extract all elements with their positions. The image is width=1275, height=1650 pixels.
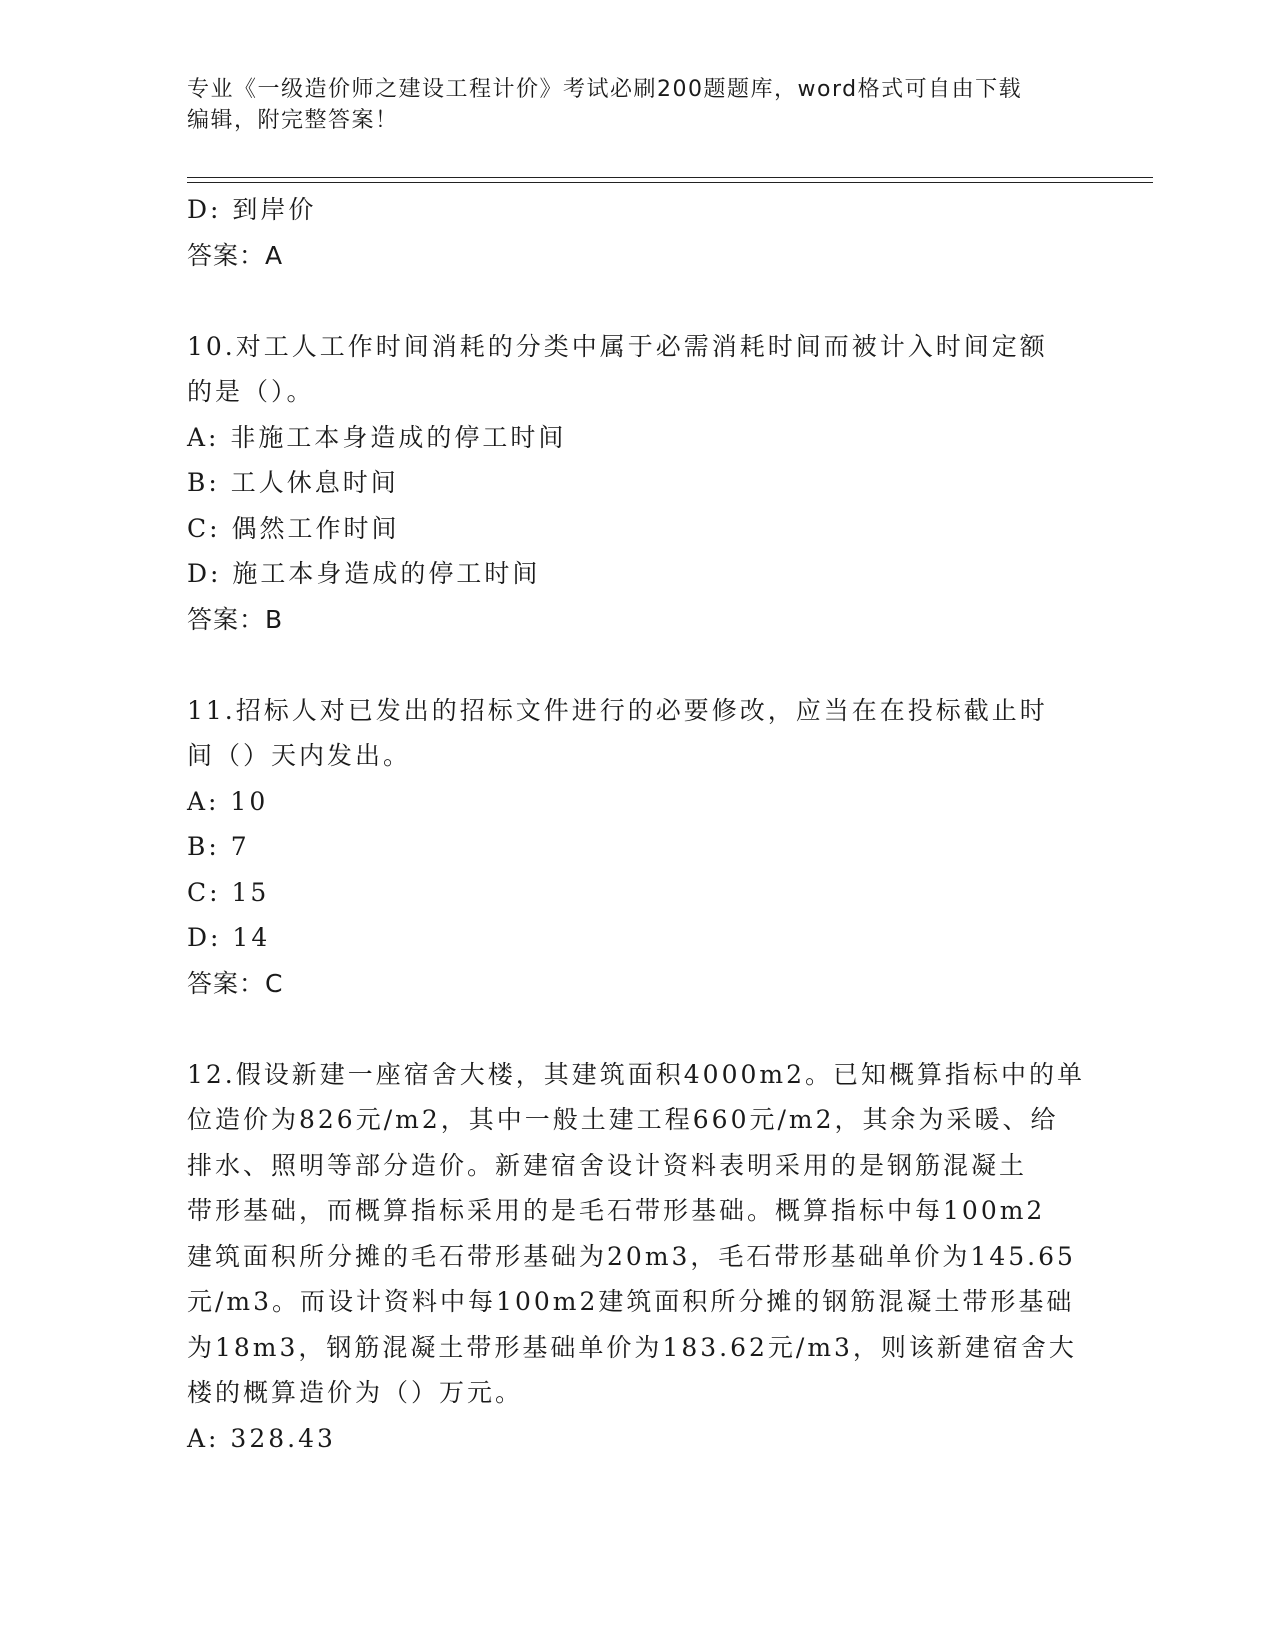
option-c: C: 偶然工作时间 [187,513,400,543]
document-header [187,74,1067,136]
option-a: A: 10 [187,786,269,816]
spacer [187,278,1087,324]
question-stem-line: 为18m3，钢筋混凝土带形基础单价为183.62元/m3，则该新建宿舍大 [187,1332,1077,1362]
question-content [187,187,1087,1461]
question-stem-line: 位造价为826元/m2，其中一般土建工程660元/m2，其余为采暖、给 [187,1105,1059,1134]
question-stem-line: 间（）天内发出。 [187,741,412,770]
spacer [187,1006,1087,1052]
question-stem-line: 12.假设新建一座宿舍大楼，其建筑面积4000m2。已知概算指标中的单 [187,1059,1085,1089]
prev-option-d: D: 到岸价 [187,195,317,224]
question-stem-line: 10.对工人工作时间消耗的分类中属于必需消耗时间而被计入时间定额 [187,331,1048,361]
option-b: B: 7 [187,832,250,861]
question-11 [187,688,1087,1007]
option-c: C: 15 [187,877,270,907]
question-stem-line: 建筑面积所分摊的毛石带形基础为20m3，毛石带形基础单价为145.65 [187,1241,1076,1271]
option-d: D: 施工本身造成的停工时间 [187,559,541,588]
question-stem-line: 11.招标人对已发出的招标文件进行的必要修改，应当在在投标截止时 [187,695,1048,725]
spacer [187,642,1087,688]
question-stem-line: 的是（）。 [187,377,315,406]
option-a: A: 非施工本身造成的停工时间 [187,422,567,452]
option-d: D: 14 [187,923,271,952]
question-stem-line: 元/m3。而设计资料中每100m2建筑面积所分摊的钢筋混凝土带形基础 [187,1287,1075,1316]
question-stem-line: 楼的概算造价为（）万元。 [187,1378,524,1407]
header-line-2: 编辑，附完整答案！ [187,108,399,133]
question-stem-line: 排水、照明等部分造价。新建宿舍设计资料表明采用的是钢筋混凝土 [187,1150,1028,1180]
question-12 [187,1052,1087,1462]
option-b: B: 工人休息时间 [187,468,399,497]
header-divider-top [187,177,1153,178]
header-line-1: 专业《一级造价师之建设工程计价》考试必刷200题题库，word格式可自由下载 [187,77,1023,102]
prev-answer: 答案：A [187,240,284,270]
option-a: A: 328.43 [187,1423,336,1453]
answer: 答案：B [187,604,284,634]
question-stem-line: 带形基础，而概算指标采用的是毛石带形基础。概算指标中每100m2 [187,1196,1046,1225]
header-divider-bottom [187,182,1153,183]
answer: 答案：C [187,968,284,998]
question-10 [187,324,1087,643]
